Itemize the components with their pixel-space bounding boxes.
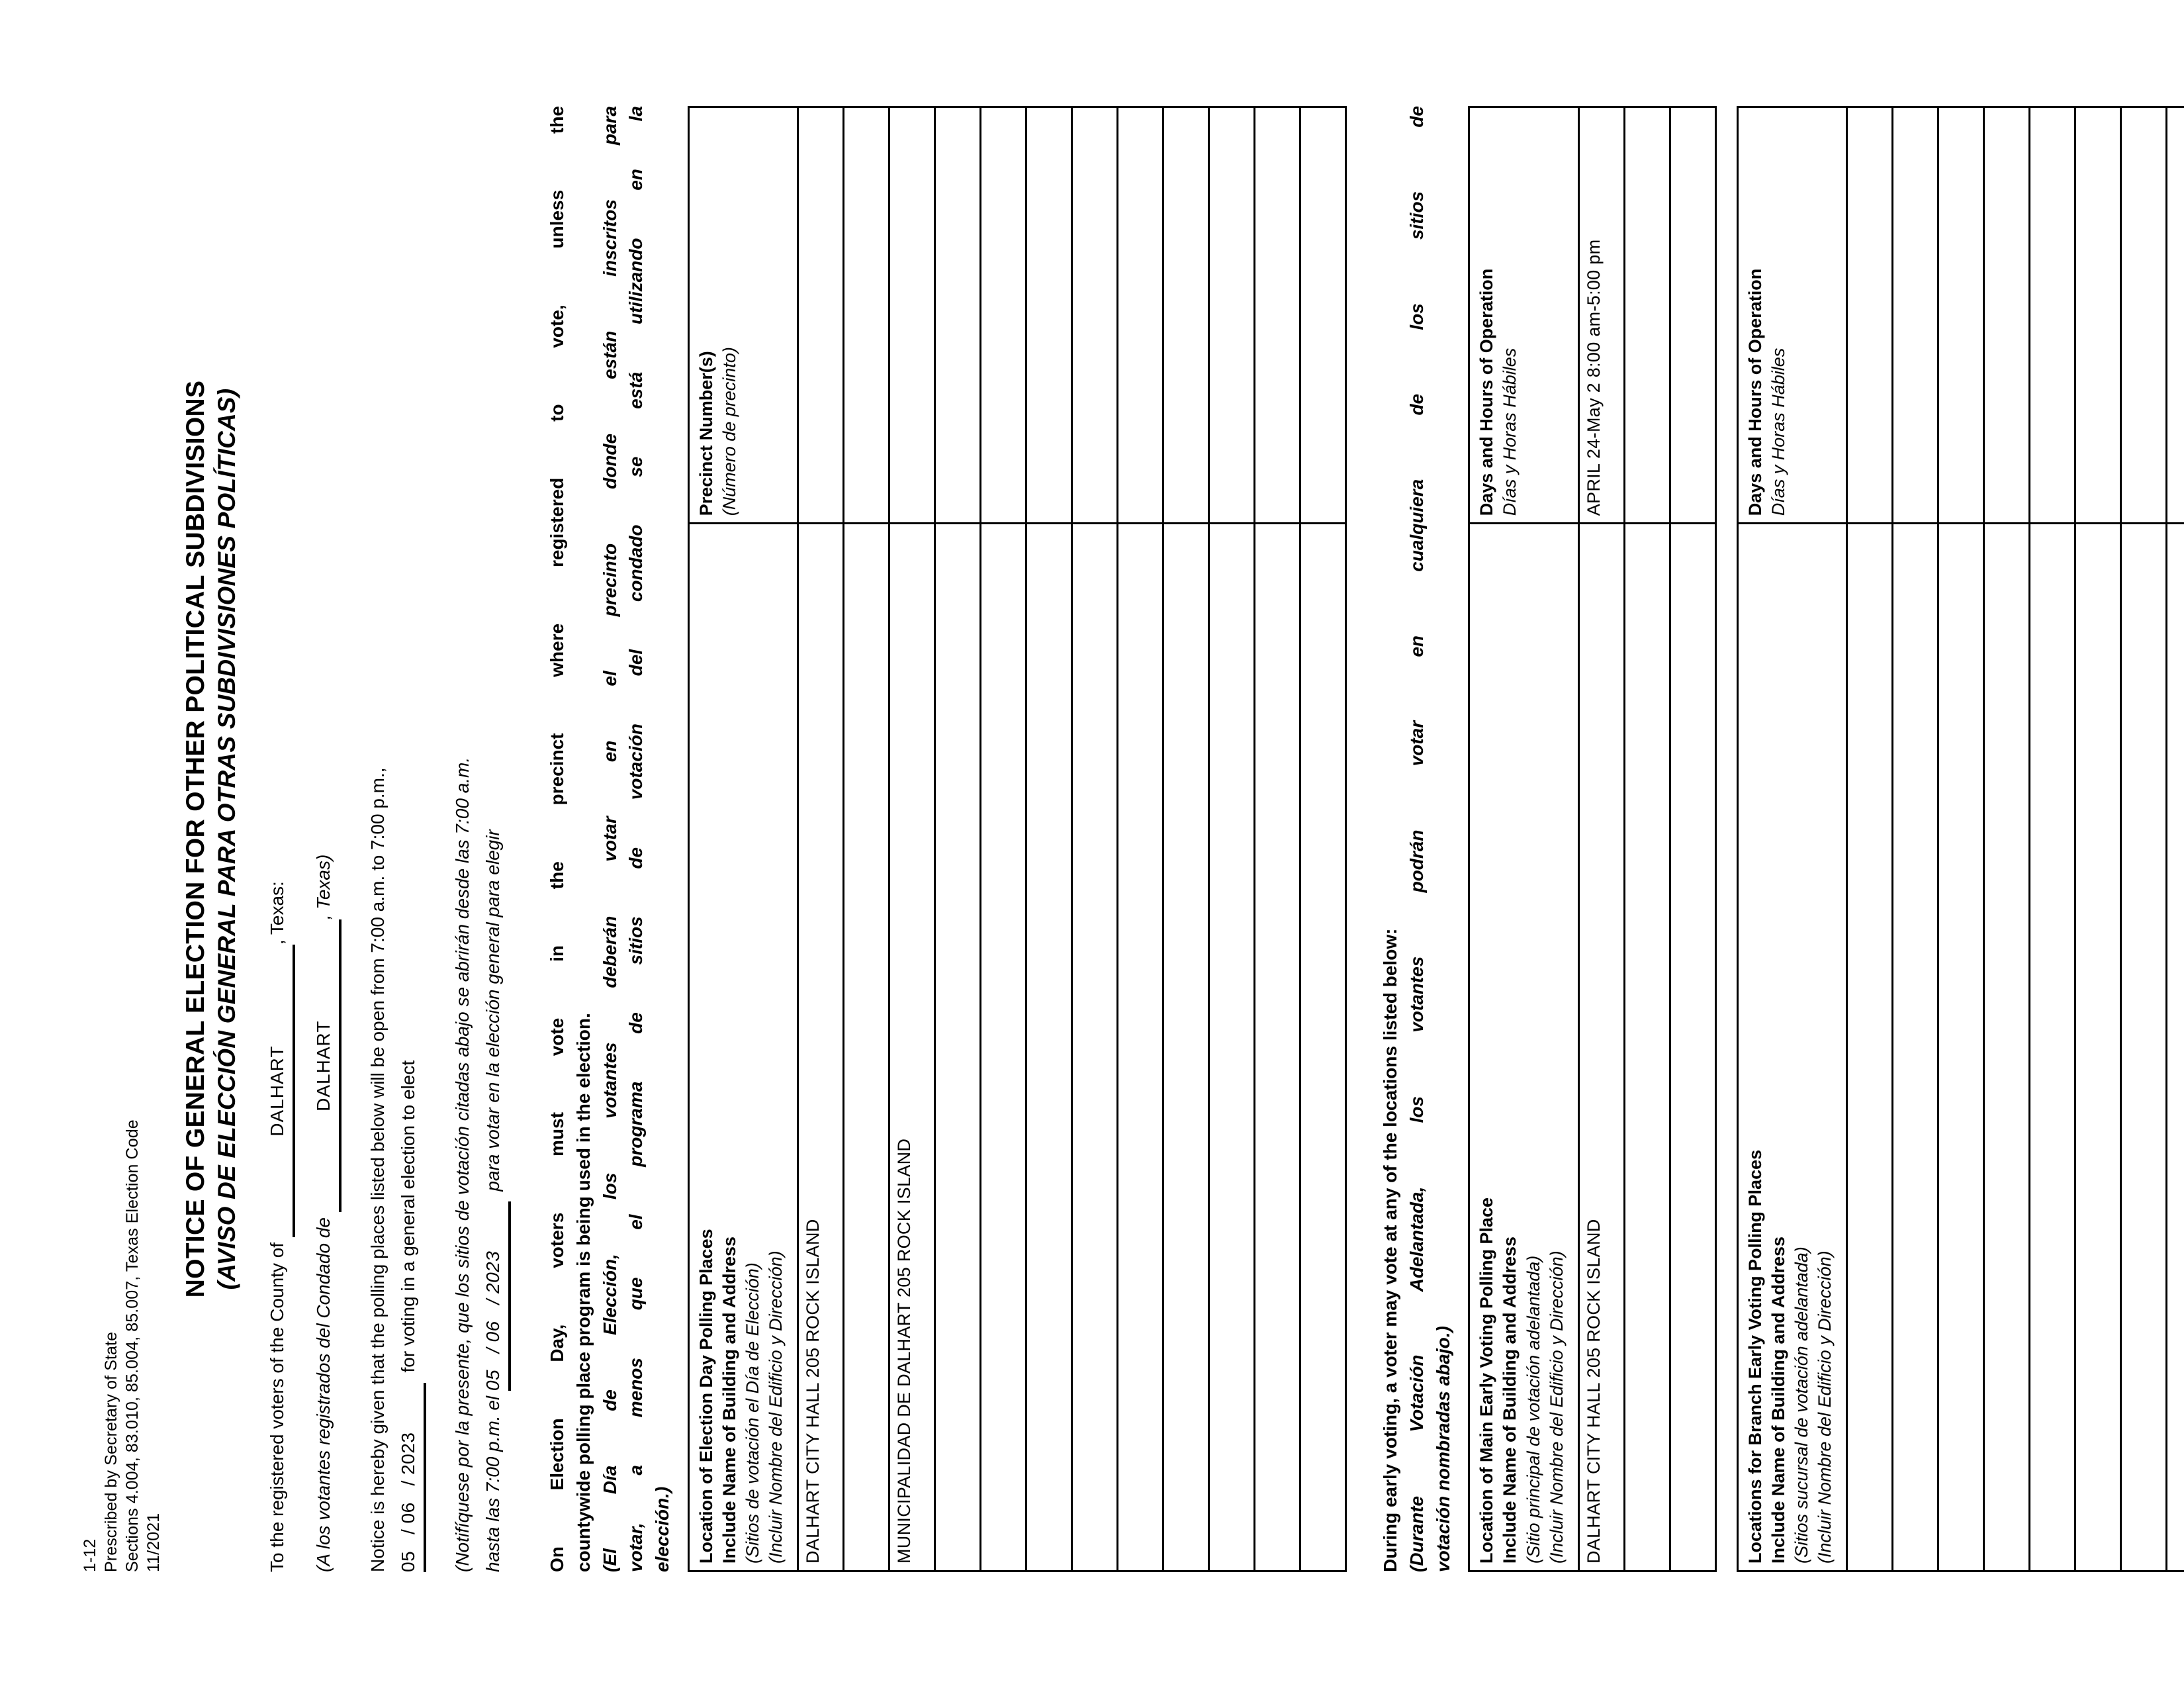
election-day-precinct-cell[interactable] <box>798 107 844 524</box>
main-early-voting-hours-header-es: Días y Horas Hábiles <box>1500 348 1520 516</box>
branch-early-voting-hours-cell[interactable] <box>2167 107 2184 524</box>
election-day-precinct-cell[interactable] <box>1072 107 1118 524</box>
main-early-voting-location-cell[interactable] <box>1624 524 1670 1571</box>
branch-early-voting-hours-header <box>1737 107 1846 524</box>
election-day-notice-es-line-0: (El Día de Elección, los votantes deberán votar en el precinto donde están inscritos para <box>599 106 620 1572</box>
main-early-voting-location-header-es: (Sitio principal de votación adelantada) <box>1523 1255 1543 1564</box>
election-day-location-cell[interactable] <box>981 524 1026 1571</box>
branch-early-voting-hours-cell[interactable] <box>2030 107 2075 524</box>
branch-early-voting-location-cell[interactable] <box>1938 524 1984 1571</box>
to-voters-en-prefix: To the registered voters of the County of <box>267 1242 287 1572</box>
election-day-table-head <box>688 107 797 1571</box>
election-date-month-es: 05 <box>482 1369 503 1391</box>
election-day-notice-en <box>544 106 597 1572</box>
table-row[interactable] <box>844 107 889 1571</box>
election-day-notice-es-line-1: votar, a menos que el programa de sitios de votación del condado se está utilizando en la <box>625 106 647 1572</box>
table-row[interactable] <box>1118 107 1163 1571</box>
election-day-precinct-cell[interactable] <box>1163 107 1209 524</box>
table-row[interactable] <box>1072 107 1118 1571</box>
election-date-field-en[interactable] <box>394 1383 426 1572</box>
early-voting-notice-es-line-1: votación nombradas abajo.) <box>1432 1326 1453 1572</box>
page-title <box>181 106 241 1572</box>
election-day-location-header-en: Location of Election Day Polling Places <box>696 1229 716 1564</box>
notice-date-tail-en: for voting in a general election to elect <box>398 1060 418 1373</box>
election-day-location-cell[interactable] <box>1118 524 1163 1571</box>
branch-early-voting-table <box>1737 106 2184 1572</box>
table-row[interactable] <box>2030 107 2075 1571</box>
table-row[interactable] <box>1938 107 1984 1571</box>
election-day-precinct-cell[interactable] <box>1118 107 1163 524</box>
notice-open-hours-en: Notice is hereby given that the polling places listed below will be open from 7:00 a.m. to 7:00 p.m., <box>367 767 388 1572</box>
main-early-voting-location-header-es-2: (Incluir Nombre del Edificio y Dirección) <box>1546 1250 1567 1564</box>
table-row[interactable] <box>2075 107 2121 1571</box>
election-day-header-row <box>688 107 797 1571</box>
branch-early-voting-hours-header-es: Días y Horas Hábiles <box>1768 348 1788 516</box>
branch-early-voting-location-header-es: (Sitios sucursal de votación adelantada) <box>1791 1246 1811 1564</box>
branch-early-voting-location-cell[interactable] <box>2167 524 2184 1571</box>
election-day-location-header-en-2: Include Name of Building and Address <box>719 1236 739 1564</box>
main-early-voting-table-head <box>1469 107 1578 1571</box>
election-day-precinct-cell[interactable] <box>1026 107 1072 524</box>
election-day-location-cell[interactable] <box>1026 524 1072 1571</box>
branch-early-voting-table-head <box>1737 107 1846 1571</box>
election-date-month-en: 05 <box>398 1550 418 1572</box>
election-day-precinct-cell[interactable] <box>981 107 1026 524</box>
election-day-precinct-header <box>688 107 797 524</box>
branch-early-voting-location-header <box>1737 524 1846 1571</box>
election-day-location-cell[interactable] <box>1255 524 1300 1571</box>
branch-early-voting-location-header-es-2: (Incluir Nombre del Edificio y Dirección) <box>1815 1250 1835 1564</box>
main-early-voting-location-header-en: Location of Main Early Voting Polling Place <box>1477 1197 1497 1564</box>
main-early-voting-location-header-en-2: Include Name of Building and Address <box>1500 1236 1520 1564</box>
election-day-location-cell[interactable]: MUNICIPALIDAD DE DALHART 205 ROCK ISLAND <box>889 524 935 1571</box>
election-day-location-cell[interactable] <box>1209 524 1255 1571</box>
election-day-precinct-header-en: Precinct Number(s) <box>696 351 716 516</box>
table-row[interactable] <box>1578 107 1624 1571</box>
branch-early-voting-location-cell[interactable] <box>1893 524 1938 1571</box>
election-day-location-cell[interactable]: DALHART CITY HALL 205 ROCK ISLAND <box>798 524 844 1571</box>
table-row[interactable] <box>1163 107 1209 1571</box>
notice-open-hours-es-1: (Notifíquese por la presente, que los sitios de votación citadas abajo se abrirán desde las 7:00 a.m. <box>452 757 473 1572</box>
main-early-voting-table-body <box>1578 107 1715 1571</box>
early-voting-notice-es <box>1404 106 1457 1572</box>
title-spanish: (AVISO DE ELECCIÓN GENERAL PARA OTRAS SUBDIVISIONES POLÍTICAS) <box>213 388 240 1290</box>
election-day-table-body <box>798 107 1346 1571</box>
election-day-precinct-cell[interactable] <box>844 107 889 524</box>
form-number: 1-12 <box>81 1538 99 1572</box>
table-row[interactable] <box>1624 107 1670 1571</box>
table-row[interactable] <box>798 107 844 1571</box>
county-field-es[interactable]: DALHART <box>310 919 341 1212</box>
election-date-year-es: / 2023 <box>482 1250 503 1305</box>
main-early-voting-hours-cell[interactable] <box>1670 107 1715 524</box>
to-voters-en-suffix: , Texas: <box>267 881 287 945</box>
form-sections: Sections 4.004, 83.010, 85.004, 85.007, Texas Election Code <box>123 1119 142 1572</box>
branch-early-voting-location-header-en-2: Include Name of Building and Address <box>1768 1236 1788 1564</box>
election-day-location-cell[interactable] <box>1163 524 1209 1571</box>
form-header <box>79 106 164 1572</box>
to-voters-es-suffix: , Texas) <box>313 854 334 920</box>
branch-early-voting-hours-cell[interactable] <box>2121 107 2167 524</box>
election-day-location-header <box>688 524 797 1571</box>
table-row[interactable] <box>1847 107 1893 1571</box>
main-early-voting-header-row <box>1469 107 1578 1571</box>
table-row[interactable] <box>2167 107 2184 1571</box>
main-early-voting-hours-header-en: Days and Hours of Operation <box>1477 268 1497 516</box>
branch-early-voting-hours-cell[interactable] <box>1893 107 1938 524</box>
branch-early-voting-header-row <box>1737 107 1846 1571</box>
to-voters-es-prefix: (A los votantes registrados del Condado de <box>313 1217 334 1572</box>
election-day-precinct-cell[interactable] <box>1209 107 1255 524</box>
to-registered-voters-line-es <box>310 106 341 1572</box>
form-prescribed-by: Prescribed by Secretary of State <box>102 1331 120 1572</box>
document-body <box>79 106 2118 1572</box>
notice-date-tail-es: para votar en la elección general para elegir <box>482 829 503 1192</box>
main-early-voting-location-cell[interactable]: DALHART CITY HALL 205 ROCK ISLAND <box>1578 524 1624 1571</box>
notice-date-line-en <box>394 106 426 1572</box>
branch-early-voting-hours-cell[interactable] <box>1847 107 1893 524</box>
election-day-polling-places-table <box>688 106 1347 1572</box>
table-row[interactable] <box>1209 107 1255 1571</box>
branch-early-voting-hours-cell[interactable] <box>1938 107 1984 524</box>
notice-date-line-es <box>479 106 511 1572</box>
form-revision-date: 11/2021 <box>144 1513 163 1572</box>
election-day-location-cell[interactable] <box>1072 524 1118 1571</box>
early-voting-notice-es-line-0: (Durante Votación Adelantada, los votantes podrán votar en cualquiera de los sitios de <box>1406 106 1427 1572</box>
table-row[interactable] <box>2121 107 2167 1571</box>
election-day-precinct-cell[interactable] <box>1300 107 1346 524</box>
branch-early-voting-hours-header-en: Days and Hours of Operation <box>1745 268 1765 516</box>
election-date-day-es: / 06 <box>482 1321 503 1354</box>
main-early-voting-location-cell[interactable] <box>1670 524 1715 1571</box>
main-early-voting-hours-header <box>1469 107 1578 524</box>
branch-early-voting-location-cell[interactable] <box>1847 524 1893 1571</box>
election-date-year-en: / 2023 <box>398 1432 418 1486</box>
main-early-voting-hours-cell[interactable]: APRIL 24-May 2 8:00 am-5:00 pm <box>1578 107 1624 524</box>
branch-early-voting-location-cell[interactable] <box>2121 524 2167 1571</box>
to-registered-voters-line-en <box>263 106 295 1572</box>
election-day-notice-en-line-0: On Election Day, voters must vote in the precinct where registered to vote, unless the <box>547 106 567 1572</box>
election-day-precinct-cell[interactable] <box>1255 107 1300 524</box>
early-voting-notice-en-line-0: During early voting, a voter may vote at any of the locations listed below: <box>1380 928 1401 1572</box>
table-row[interactable] <box>1255 107 1300 1571</box>
table-row[interactable] <box>1670 107 1715 1571</box>
main-early-voting-table <box>1468 106 1716 1572</box>
election-day-notice-en-line-1: countywide polling place program is being used in the election. <box>572 1013 594 1572</box>
early-voting-notice-en <box>1377 106 1404 1572</box>
election-day-location-header-es: (Sitios de votación el Día de Elección) <box>742 1262 762 1564</box>
election-day-notice-es <box>597 106 676 1572</box>
branch-early-voting-location-header-en: Locations for Branch Early Voting Polling Places <box>1745 1149 1765 1564</box>
election-day-precinct-cell[interactable] <box>935 107 981 524</box>
election-date-field-es[interactable] <box>479 1201 511 1391</box>
branch-early-voting-location-cell[interactable] <box>2075 524 2121 1571</box>
main-early-voting-location-header <box>1469 524 1578 1571</box>
table-row[interactable] <box>1300 107 1346 1571</box>
table-row[interactable] <box>1984 107 2030 1571</box>
notice-es-prefix: hasta las 7:00 p.m. el <box>482 1395 503 1572</box>
election-day-location-header-es-2: (Incluir Nombre del Edificio y Dirección) <box>766 1250 786 1564</box>
election-day-precinct-cell[interactable] <box>889 107 935 524</box>
table-row[interactable] <box>935 107 981 1571</box>
county-field-en[interactable]: DALHART <box>263 945 295 1237</box>
election-day-precinct-header-es: (Número de precinto) <box>719 347 739 516</box>
main-early-voting-hours-cell[interactable] <box>1624 107 1670 524</box>
branch-early-voting-location-cell[interactable] <box>2030 524 2075 1571</box>
table-row[interactable] <box>1026 107 1072 1571</box>
election-date-day-en: / 06 <box>398 1502 418 1534</box>
branch-early-voting-hours-cell[interactable] <box>1984 107 2030 524</box>
branch-early-voting-hours-cell[interactable] <box>2075 107 2121 524</box>
election-day-location-cell[interactable] <box>844 524 889 1571</box>
table-row[interactable] <box>889 107 935 1571</box>
election-day-notice-es-line-2: elección.) <box>652 1486 672 1572</box>
election-day-location-cell[interactable] <box>935 524 981 1571</box>
table-row[interactable] <box>1893 107 1938 1571</box>
table-row[interactable] <box>981 107 1026 1571</box>
branch-early-voting-location-cell[interactable] <box>1984 524 2030 1571</box>
branch-early-voting-table-body <box>1847 107 2184 1571</box>
title-english: NOTICE OF GENERAL ELECTION FOR OTHER POLITICAL SUBDIVISIONS <box>181 380 210 1298</box>
election-day-location-cell[interactable] <box>1300 524 1346 1571</box>
